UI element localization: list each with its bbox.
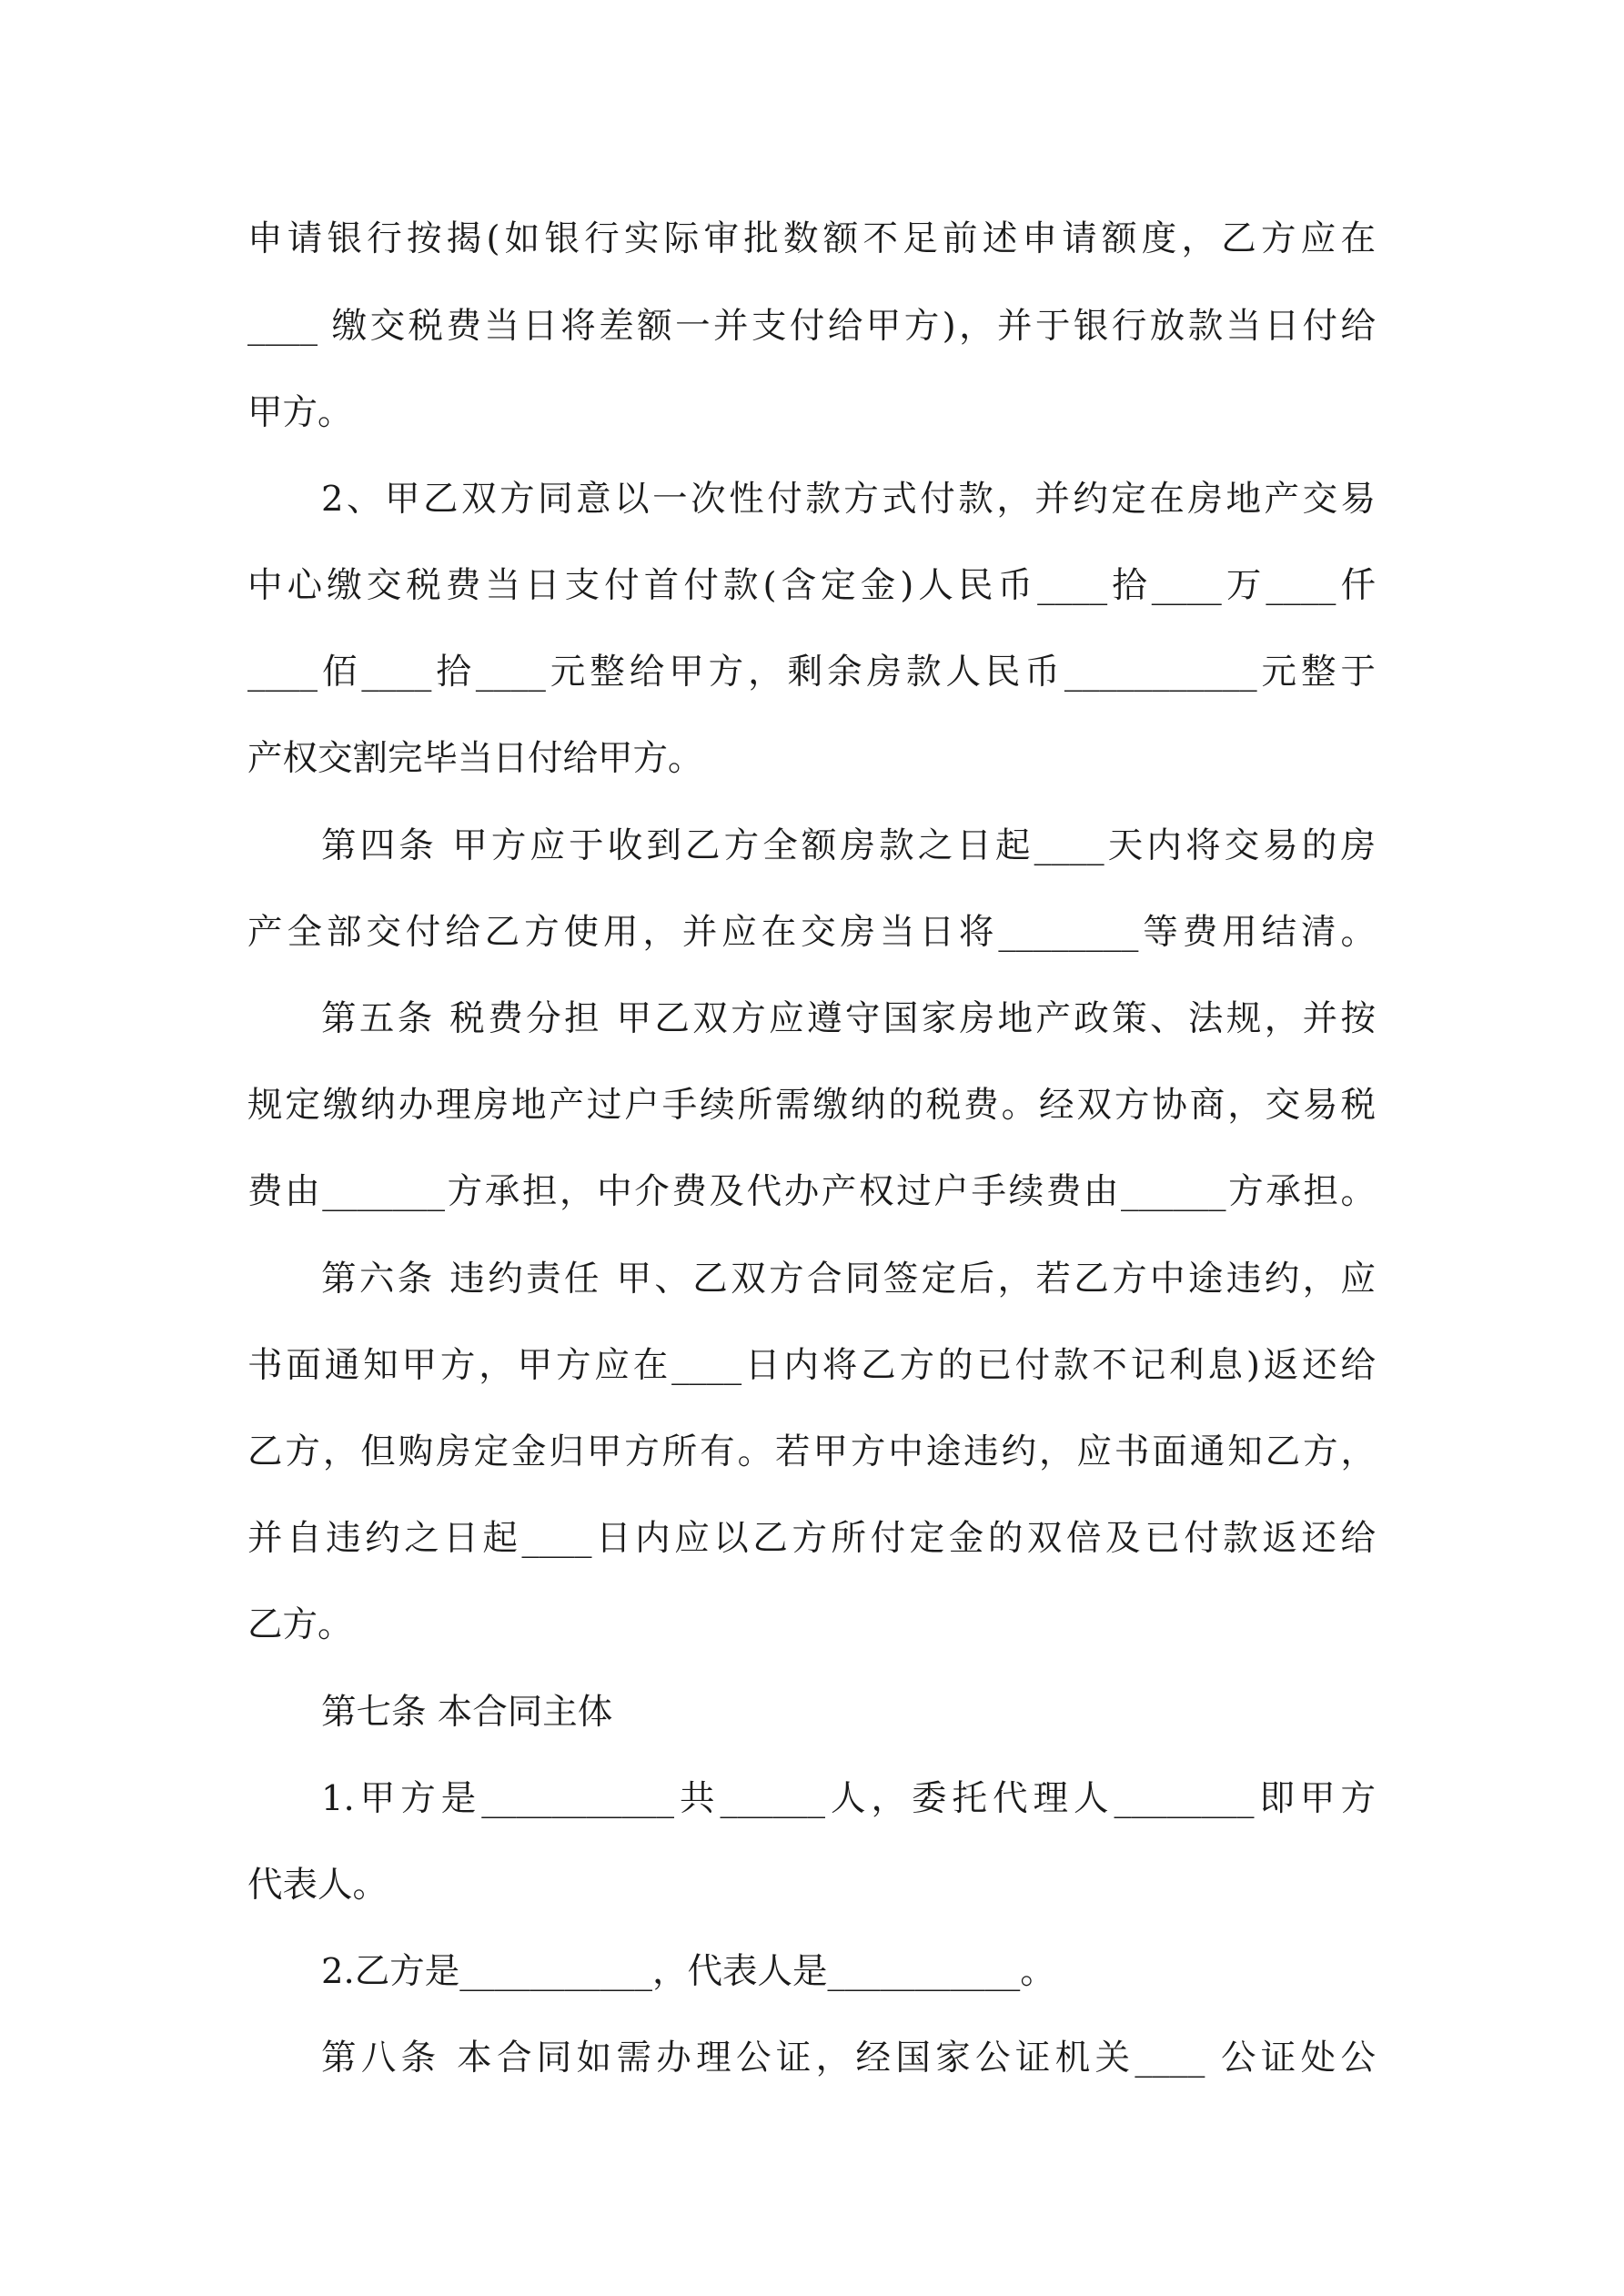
party-b-line: 2.乙方是___________，代表人是___________。 — [321, 1951, 1055, 1992]
text-line: 乙方，但购房定金归甲方所有。若甲方中途违约，应书面通知乙方， — [247, 1431, 1376, 1472]
party-a-line: 1.甲方是___________共______人，委托代理人________即甲方 — [321, 1778, 1376, 1819]
section-5-heading-line: 第五条 税费分担 甲乙双方应遵守国家房地产政策、法规，并按 — [321, 998, 1376, 1039]
text-line: 费由_______方承担，中介费及代办产权过户手续费由______方承担。 — [247, 1171, 1376, 1212]
text-line: 产权交割完毕当日付给甲方。 — [247, 738, 703, 779]
text-line: ____佰____拾____元整给甲方，剩余房款人民币___________元整于 — [247, 652, 1376, 693]
text-line: 申请银行按揭(如银行实际审批数额不足前述申请额度，乙方应在 — [247, 218, 1376, 259]
text-line: 规定缴纳办理房地产过户手续所需缴纳的税费。经双方协商，交易税 — [247, 1085, 1376, 1126]
text-line: 乙方。 — [247, 1604, 353, 1645]
section-4-heading-line: 第四条 甲方应于收到乙方全额房款之日起____天内将交易的房 — [321, 825, 1376, 866]
text-line: 代表人。 — [247, 1865, 388, 1906]
section-6-heading-line: 第六条 违约责任 甲、乙双方合同签定后，若乙方中途违约，应 — [321, 1259, 1376, 1300]
section-7-heading-line: 第七条 本合同主体 — [321, 1692, 613, 1733]
section-8-heading-line: 第八条 本合同如需办理公证，经国家公证机关____ 公证处公 — [321, 2038, 1376, 2079]
text-line: 中心缴交税费当日支付首付款(含定金)人民币____拾____万____仟 — [247, 565, 1376, 606]
text-line: 书面通知甲方，甲方应在____日内将乙方的已付款不记利息)返还给 — [247, 1345, 1376, 1386]
text-line: ____ 缴交税费当日将差额一并支付给甲方)，并于银行放款当日付给 — [247, 306, 1376, 347]
text-line: 产全部交付给乙方使用，并应在交房当日将________等费用结清。 — [247, 912, 1376, 953]
text-line: 甲方。 — [247, 392, 353, 433]
text-line: 并自违约之日起____日内应以乙方所付定金的双倍及已付款返还给 — [247, 1518, 1376, 1559]
text-line: 2、甲乙双方同意以一次性付款方式付款，并约定在房地产交易 — [321, 479, 1376, 520]
